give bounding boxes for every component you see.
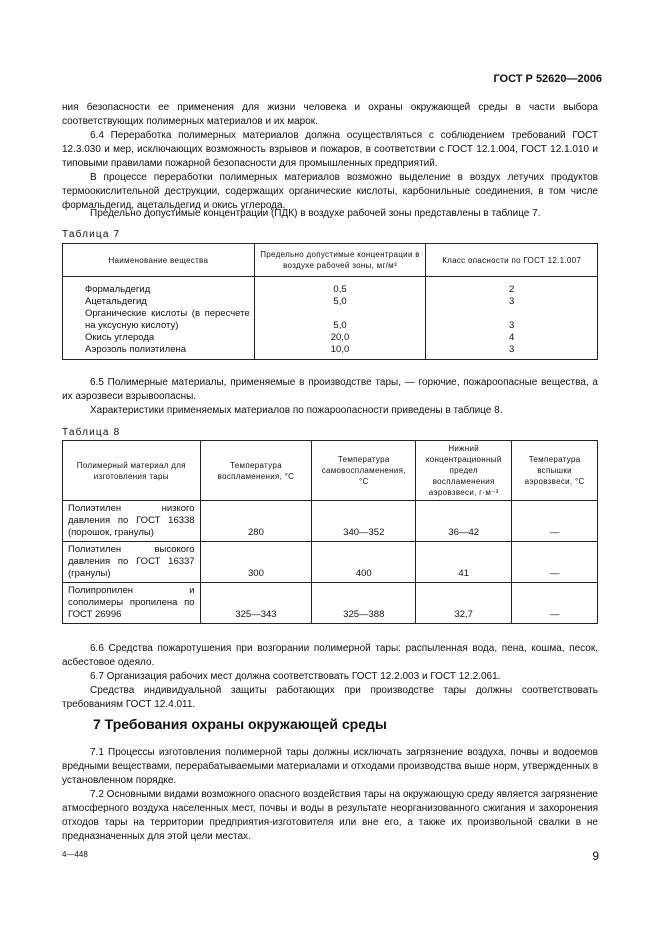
substance-name: Окись углерода xyxy=(63,332,255,344)
hazard-class: 3 xyxy=(426,344,598,360)
autoignition-temperature: 325—388 xyxy=(312,583,416,624)
table-row xyxy=(63,284,598,296)
ignition-temperature: 280 xyxy=(200,501,312,542)
paragraph: Предельно допустимые концентрации (ПДК) в воздухе рабочей зоны представлены в таблице 7. xyxy=(90,208,541,219)
lower-concentration-limit: 41 xyxy=(416,542,512,583)
substance-name: Аэрозоль полиэтилена xyxy=(63,344,255,360)
table-row xyxy=(63,332,598,344)
ignition-temperature: 300 xyxy=(200,542,312,583)
footer-code: 4—448 xyxy=(62,850,88,859)
paragraph-7-1: 7.1 Процессы изготовления полимерной тары должны исключать загрязнение воздуха, почвы и водоемов вредными веществами, перерабатываемыми материалами и отходами производства выше норм, утвержденных в установленном порядке. xyxy=(62,747,598,786)
table-row xyxy=(63,501,598,542)
table-row xyxy=(63,308,598,332)
paragraph: ния безопасности ее применения для жизни человека и охраны окружающей среды в части выбора соответствующих полимерных материалов и их марок. xyxy=(62,102,598,127)
lower-concentration-limit: 36—42 xyxy=(416,501,512,542)
table-7-header: Предельно допустимые концентрации в воздухе рабочей зоны, мг/м³ xyxy=(254,244,426,277)
paragraph-6-7: 6.7 Организация рабочих мест должна соответствовать ГОСТ 12.2.003 и ГОСТ 12.2.061. xyxy=(90,671,501,682)
table-8-caption: Таблица 8 xyxy=(62,427,121,438)
autoignition-temperature: 400 xyxy=(312,542,416,583)
table-7 xyxy=(62,243,598,360)
table-7-header: Наименование вещества xyxy=(63,244,255,277)
material-name: Полиэтилен высокого давления по ГОСТ 16337 (гранулы) xyxy=(63,542,201,583)
paragraph-7-2: 7.2 Основными видами возможного опасного воздействия тары на окружающую среду является загрязнение атмосферного воздуха населенных мест, почвы и воды в результате неорганизованного сжигания и захоронения отходов тары на территории предприятия-изготовителя или вне его, а также их произвольной свалки в не предназначенных для этой цели местах. xyxy=(62,789,598,842)
pdk-value: 5,0 xyxy=(254,296,426,308)
table-8-header: Нижний концентрационный предел воспламенения аэровзвеси, г·м⁻³ xyxy=(416,441,512,501)
material-name: Полипропилен и сополимеры пропилена по ГОСТ 26996 xyxy=(63,583,201,624)
table-8-header: Температура самовоспламенения, °С xyxy=(312,441,416,501)
table-8-header: Полимерный материал для изготовления тары xyxy=(63,441,201,501)
hazard-class: 3 xyxy=(426,308,598,332)
paragraph: Средства индивидуальной защиты работающих при производстве тары должны соответствовать требованиям ГОСТ 12.4.011. xyxy=(62,685,598,710)
paragraph: В процессе переработки полимерных материалов возможно выделение в воздух летучих продуктов термоокислительной деструкции, содержащих органические кислоты, карбонильные соединения, в том числе формальдегид, ацетальдегид и окись углерода. xyxy=(62,172,598,211)
table-row xyxy=(63,296,598,308)
lower-concentration-limit: 32,7 xyxy=(416,583,512,624)
table-row xyxy=(63,542,598,583)
pdk-value: 20,0 xyxy=(254,332,426,344)
paragraph-6-4: 6.4 Переработка полимерных материалов должна осуществляться с соблюдением требований ГОСТ 12.3.030 и мер, исключающих возможность взрывов и пожаров, в соответствии с ГОСТ 12.1.004, ГОСТ 12.1.010 и типовыми правилами пожарной безопасности для промышленных предприятий. xyxy=(62,130,598,169)
pdk-value: 5,0 xyxy=(254,308,426,332)
paragraph-6-5: 6.5 Полимерные материалы, применяемые в производстве тары, — горючие, пожароопасные вещества, а их аэрозвеси взрывоопасны. xyxy=(62,377,598,402)
page-number: 9 xyxy=(592,849,599,863)
autoignition-temperature: 340—352 xyxy=(312,501,416,542)
table-8 xyxy=(62,440,598,624)
table-8-header: Температура воспламенения, °С xyxy=(200,441,312,501)
pdk-value: 0,5 xyxy=(254,284,426,296)
table-row xyxy=(63,583,598,624)
table-8-header: Температура вспышки аэровзвеси, °С xyxy=(512,441,598,501)
substance-name: Формальдегид xyxy=(63,284,255,296)
material-name: Полиэтилен низкого давления по ГОСТ 16338 (порошок, гранулы) xyxy=(63,501,201,542)
document-code: ГОСТ Р 52620—2006 xyxy=(493,73,602,85)
pdk-value: 10,0 xyxy=(254,344,426,360)
hazard-class: 2 xyxy=(426,284,598,296)
flash-temperature: — xyxy=(512,542,598,583)
substance-name: Ацетальдегид xyxy=(63,296,255,308)
flash-temperature: — xyxy=(512,583,598,624)
table-7-header: Класс опасности по ГОСТ 12.1.007 xyxy=(426,244,598,277)
table-row xyxy=(63,344,598,360)
section-title: 7 Требования охраны окружающей среды xyxy=(93,716,387,732)
paragraph: Характеристики применяемых материалов по пожароопасности приведены в таблице 8. xyxy=(90,405,503,416)
table-7-caption: Таблица 7 xyxy=(62,229,121,240)
hazard-class: 3 xyxy=(426,296,598,308)
hazard-class: 4 xyxy=(426,332,598,344)
ignition-temperature: 325—343 xyxy=(200,583,312,624)
substance-name: Органические кислоты (в пересчете на уксусную кислоту) xyxy=(63,308,255,332)
paragraph-6-6: 6.6 Средства пожаротушения при возгорании полимерной тары: распыленная вода, пена, кошма, песок, асбестовое одеяло. xyxy=(62,643,598,668)
flash-temperature: — xyxy=(512,501,598,542)
